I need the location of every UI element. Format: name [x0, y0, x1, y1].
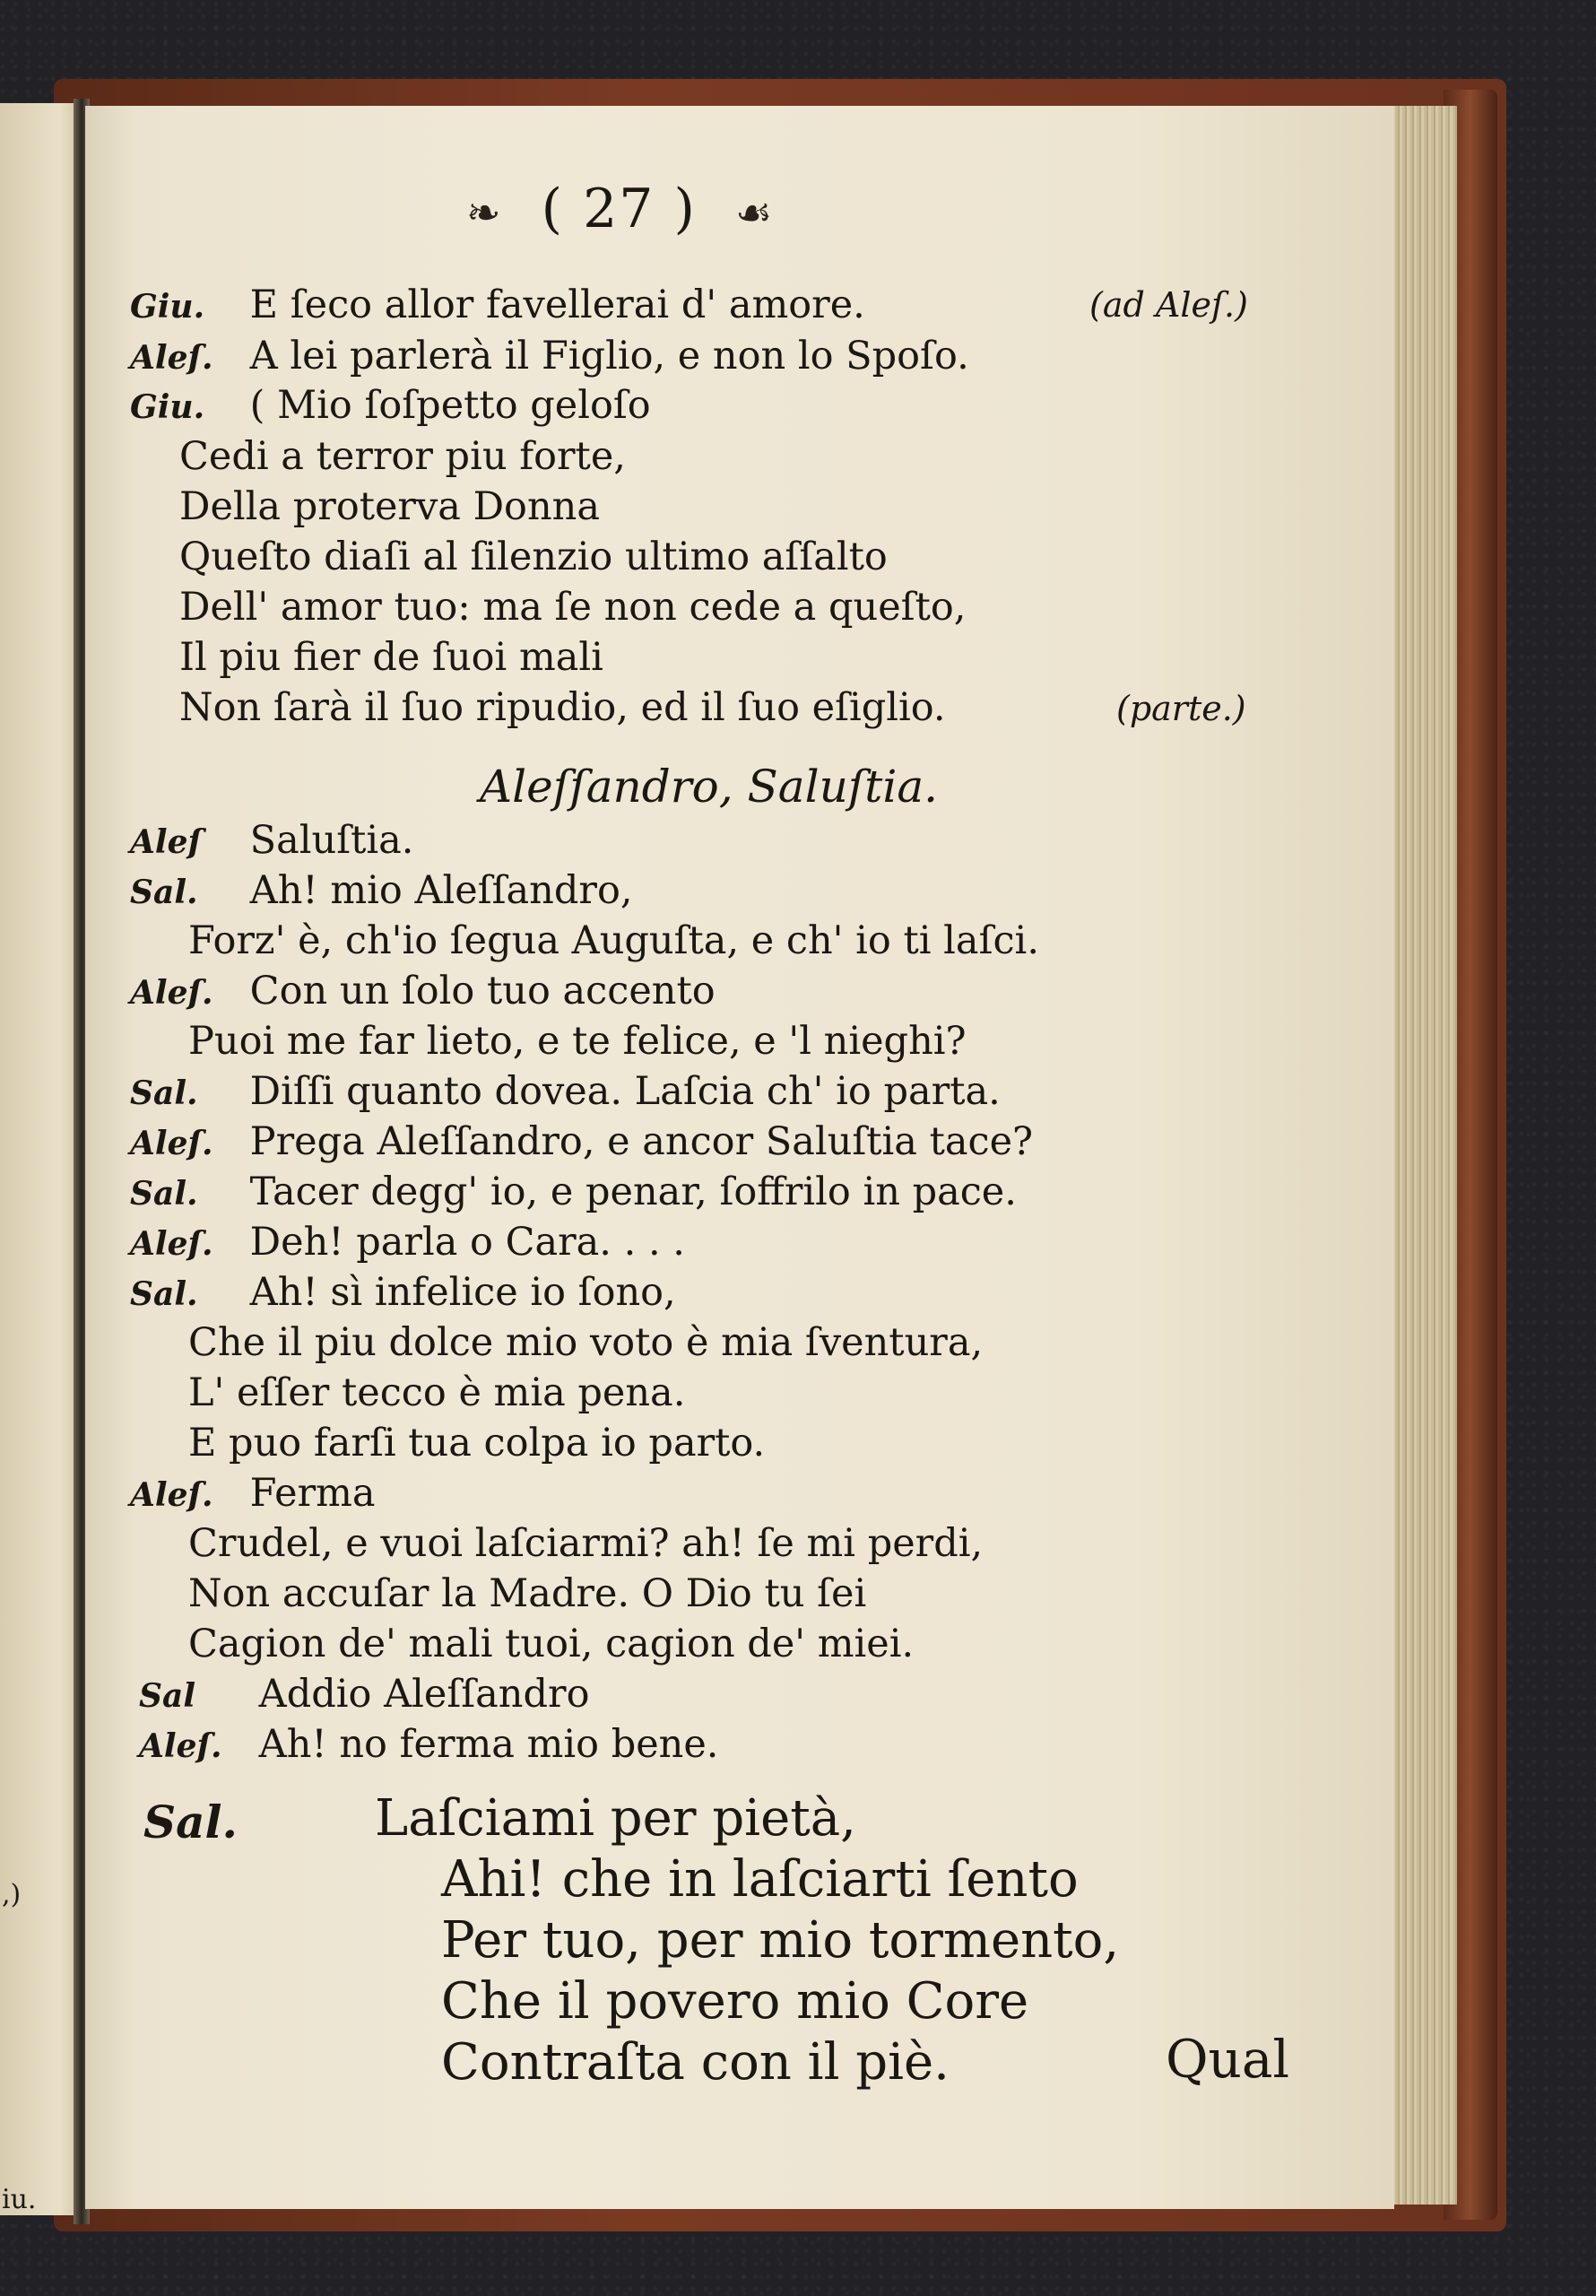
line-text: Saluſtia. — [249, 818, 414, 863]
text-line — [130, 283, 865, 327]
stage-direction: (ad Aleſ.) — [1089, 285, 1248, 325]
text-line: Dell' amor tuo: ma ſe non cede a queſto, — [179, 585, 967, 630]
speaker: Sal. — [130, 1275, 198, 1313]
text-line: Cagion de' mali tuoi, cagion de' miei. — [188, 1622, 915, 1666]
text-line — [130, 1119, 1033, 1164]
speaker: Aleſ. — [130, 1225, 213, 1263]
speaker: Sal. — [130, 874, 198, 911]
text-line — [130, 1270, 676, 1315]
aria-line: Laſciami per pietà, — [375, 1789, 856, 1848]
speaker: Aleſ. — [130, 974, 213, 1012]
line-text: Ferma — [249, 1471, 376, 1516]
text-line: Non ſarà il ſuo ripudio, ed il ſuo eſiglio. — [179, 685, 946, 730]
text-line: L' eſſer tecco è mia pena. — [188, 1370, 686, 1415]
speaker: Aleſ — [130, 823, 202, 861]
speaker: Sal. — [130, 1175, 198, 1213]
line-text: E ſeco allor favellerai d' amore. — [249, 283, 865, 327]
text-line: Non accuſar la Madre. O Dio tu ſei — [188, 1571, 867, 1616]
text-line — [139, 1672, 589, 1717]
aria-line: Contraſta con il piè. — [441, 2033, 950, 2092]
line-text: Ah! no ferma mio bene. — [258, 1722, 719, 1767]
line-text: Ah! mio Aleſſandro, — [249, 868, 633, 913]
line-text: A lei parlerà il Figlio, e non lo Spoſo. — [249, 334, 969, 378]
text-line: Queſto diaſi al ſilenzio ultimo aſſalto — [179, 535, 888, 579]
left-page-fragment: ,) — [2, 1879, 22, 1910]
aria-speaker: Sal. — [143, 1796, 238, 1848]
speaker: Aleſ. — [139, 1727, 222, 1765]
text-line — [130, 1170, 1017, 1214]
speaker: Sal — [139, 1677, 195, 1715]
text-line: Della proterva Donna — [179, 484, 600, 529]
line-text: Addio Aleſſandro — [258, 1672, 590, 1717]
text-line — [130, 818, 413, 863]
left-page-fragment: iu. — [2, 2184, 37, 2215]
line-text: ( Mio ſoſpetto geloſo — [249, 383, 651, 428]
text-line — [130, 383, 651, 428]
text-line: Cedi a terror piu forte, — [179, 434, 626, 479]
text-line: Il piu fier de ſuoi mali — [179, 635, 603, 680]
speaker: Aleſ. — [130, 1125, 213, 1162]
ornament-left-icon: ❧ — [466, 188, 503, 237]
aria-line: Ahi! che in laſciarti ſento — [441, 1850, 1079, 1909]
text-line: Forz' è, ch'io ſegua Auguſta, e ch' io ti laſci. — [188, 918, 1039, 963]
line-text: Tacer degg' io, e penar, ſoffrilo in pace. — [249, 1170, 1017, 1214]
speaker: Sal. — [130, 1074, 198, 1112]
stage-direction: (parte.) — [1116, 689, 1246, 728]
speaker: Giu. — [130, 288, 205, 326]
aria-line: Per tuo, per mio tormento, — [441, 1911, 1120, 1970]
page-number: ( 27 ) — [541, 178, 697, 240]
speaker: Aleſ. — [130, 1476, 213, 1514]
speaker: Giu. — [130, 388, 205, 426]
text-line — [130, 1471, 376, 1516]
left-page — [0, 103, 85, 2215]
text-line — [130, 334, 969, 378]
scene-heading: Aleſſandro, Saluſtia. — [480, 761, 939, 813]
line-text: Deh! parla o Cara. . . . — [249, 1220, 685, 1265]
text-line: Puoi me far lieto, e te felice, e 'l nieghi? — [188, 1019, 967, 1064]
text-line — [130, 1069, 1001, 1114]
text-line — [130, 1220, 685, 1265]
line-text: Diſſi quanto dovea. Laſcia ch' io parta. — [249, 1069, 1001, 1114]
speaker: Aleſ. — [130, 339, 213, 377]
aria-line: Che il povero mio Core — [441, 1972, 1029, 2031]
text-line: Crudel, e vuoi laſciarmi? ah! ſe mi perdi, — [188, 1521, 984, 1566]
ornament-right-icon: ☙ — [735, 188, 775, 237]
text-line: Che il piu dolce mio voto è mia ſventura, — [188, 1320, 984, 1365]
line-text: Prega Aleſſandro, e ancor Saluſtia tace? — [249, 1119, 1034, 1164]
text-line: E puo farſi tua colpa io parto. — [188, 1421, 766, 1465]
catchword: Qual — [1166, 2029, 1290, 2090]
line-text: Con un ſolo tuo accento — [249, 969, 716, 1013]
text-line — [139, 1722, 718, 1767]
line-text: Ah! sì infelice io ſono, — [249, 1270, 676, 1315]
text-line — [130, 868, 633, 913]
page-header — [466, 178, 774, 240]
text-line — [130, 969, 716, 1013]
